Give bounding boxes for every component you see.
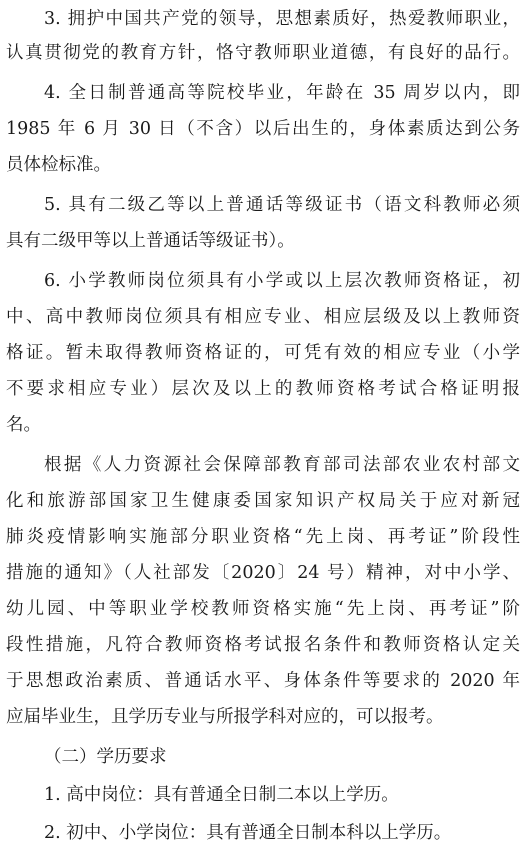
text-line: 具有二级甲等以上普通话等级证书）。: [6, 231, 295, 251]
text-line: 4. 全日制普通高等院校毕业，年龄在 35 周岁以内，即: [44, 83, 520, 103]
text-line: 措施的通知》（人社部发〔2020〕24 号）精神，对中小学、: [6, 563, 520, 583]
section-heading: （二）学历要求: [44, 747, 167, 767]
text-line: 格证。暂未取得教师资格证的，可凭有效的相应专业（小学: [6, 343, 520, 363]
text-line: 肺炎疫情影响实施部分职业资格“先上岗、再考证”阶段性: [6, 527, 520, 547]
text-line: 认真贯彻党的教育方针，恪守教师职业道德，有良好的品行。: [6, 43, 520, 63]
text-line: 化和旅游部国家卫生健康委国家知识产权局关于应对新冠: [6, 491, 520, 511]
text-line: 根据《人力资源社会保障部教育部司法部农业农村部文: [44, 455, 520, 475]
text-line: 5. 具有二级乙等以上普通话等级证书（语文科教师必须: [44, 195, 520, 215]
text-line: 3. 拥护中国共产党的领导，思想素质好，热爱教师职业，: [44, 9, 520, 29]
text-line: 于思想政治素质、普通话水平、身体条件等要求的 2020 年: [6, 671, 520, 691]
text-line: 名。: [6, 415, 41, 435]
text-line: 中、高中教师岗位须具有相应专业、相应层级及以上教师资: [6, 307, 520, 327]
text-line: 不要求相应专业）层次及以上的教师资格考试合格证明报: [6, 379, 520, 399]
text-line: 幼儿园、中等职业学校教师资格实施“先上岗、再考证”阶: [6, 599, 520, 619]
text-line: 员体检标准。: [6, 155, 111, 175]
text-line: 1. 高中岗位：具有普通全日制二本以上学历。: [44, 785, 399, 805]
text-line: 6. 小学教师岗位须具有小学或以上层次教师资格证，初: [44, 271, 520, 291]
text-line: 段性措施，凡符合教师资格考试报名条件和教师资格认定关: [6, 635, 520, 655]
text-line: 应届毕业生，且学历专业与所报学科对应的，可以报考。: [6, 707, 444, 727]
text-line: 2. 初中、小学岗位：具有普通全日制本科以上学历。: [44, 823, 452, 843]
text-line: 1985 年 6 月 30 日（不含）以后出生的，身体素质达到公务: [6, 119, 520, 139]
